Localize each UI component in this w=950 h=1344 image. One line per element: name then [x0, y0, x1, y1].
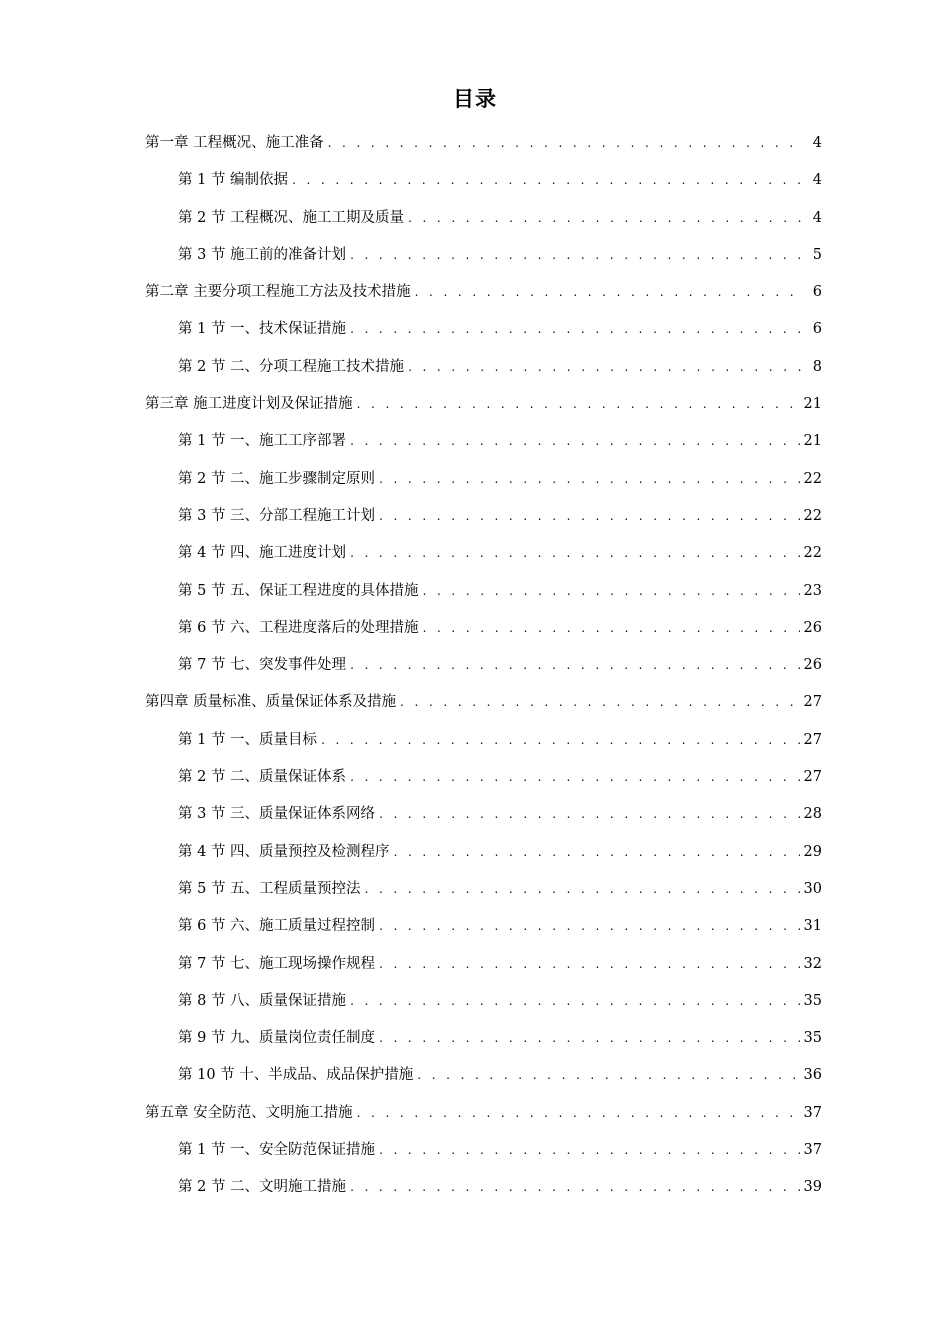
toc-section-entry[interactable] [145, 498, 822, 535]
toc-section-entry[interactable] [145, 461, 822, 498]
toc-section-entry[interactable] [145, 349, 822, 386]
toc-chapter-entry[interactable] [145, 125, 822, 162]
toc-page-number: 35 [803, 1030, 822, 1047]
toc-entry-label: 第 2 节 工程概况、施工工期及质量 [178, 209, 405, 226]
toc-dot-leader [379, 796, 799, 833]
toc-entry-label: 第五章 安全防范、文明施工措施 [145, 1104, 353, 1121]
toc-section-entry[interactable] [145, 200, 822, 237]
toc-entry-label: 第 2 节 二、文明施工措施 [178, 1179, 347, 1196]
toc-dot-leader [415, 274, 804, 311]
toc-dot-leader [379, 946, 799, 983]
toc-page-number: 28 [803, 806, 822, 823]
toc-dot-leader [394, 834, 800, 871]
toc-entry-label: 第 1 节 一、施工工序部署 [178, 433, 347, 450]
toc-entry-label: 第 6 节 六、施工质量过程控制 [178, 918, 376, 935]
toc-entry-label: 第二章 主要分项工程施工方法及技术措施 [145, 284, 411, 301]
toc-entry-label: 第 5 节 五、工程质量预控法 [178, 880, 361, 897]
toc-entry-label: 第 7 节 七、施工现场操作规程 [178, 955, 376, 972]
toc-page-number: 5 [812, 246, 822, 263]
toc-page-number: 27 [803, 769, 822, 786]
toc-page-number: 26 [803, 619, 822, 636]
toc-section-entry[interactable] [145, 796, 822, 833]
toc-page-number: 22 [803, 507, 822, 524]
toc-page-number: 4 [812, 135, 822, 151]
toc-chapter-entry[interactable] [145, 1095, 822, 1132]
toc-page-number: 6 [812, 284, 822, 301]
toc-dot-leader [292, 162, 804, 199]
toc-section-entry[interactable] [145, 573, 822, 610]
toc-page-number: 6 [812, 321, 822, 338]
toc-page-number: 30 [803, 880, 822, 897]
toc-section-entry[interactable] [145, 946, 822, 983]
toc-dot-leader [350, 983, 799, 1020]
toc-page-number: 22 [803, 470, 822, 487]
toc-entry-label: 第 4 节 四、质量预控及检测程序 [178, 843, 390, 860]
toc-page-number: 26 [803, 657, 822, 674]
toc-page-number: 8 [812, 358, 822, 375]
toc-section-entry[interactable] [145, 162, 822, 199]
toc-entry-label: 第 1 节 一、技术保证措施 [178, 321, 347, 338]
toc-section-entry[interactable] [145, 1020, 822, 1057]
toc-dot-leader [379, 498, 799, 535]
toc-page-number: 32 [803, 955, 822, 972]
toc-page-number: 27 [803, 694, 822, 711]
toc-section-entry[interactable] [145, 759, 822, 796]
toc-page-number: 35 [803, 992, 822, 1009]
toc-dot-leader [379, 461, 799, 498]
toc-page-number: 37 [803, 1142, 822, 1159]
toc-page-number: 21 [803, 396, 822, 413]
toc-entry-label: 第四章 质量标准、质量保证体系及措施 [145, 694, 397, 711]
toc-entry-label: 第 2 节 二、施工步骤制定原则 [178, 470, 376, 487]
toc-entry-label: 第 3 节 施工前的准备计划 [178, 246, 347, 263]
toc-dot-leader [379, 1020, 799, 1057]
toc-entry-label: 第 1 节 一、安全防范保证措施 [178, 1142, 376, 1159]
toc-dot-leader [365, 871, 800, 908]
toc-section-entry[interactable] [145, 871, 822, 908]
toc-entry-label: 第 9 节 九、质量岗位责任制度 [178, 1030, 376, 1047]
toc-section-entry[interactable] [145, 423, 822, 460]
toc-page-number: 31 [803, 918, 822, 935]
toc-chapter-entry[interactable] [145, 274, 822, 311]
toc-section-entry[interactable] [145, 1132, 822, 1169]
toc-page-number: 37 [803, 1104, 822, 1121]
toc-section-entry[interactable] [145, 722, 822, 759]
toc-section-entry[interactable] [145, 834, 822, 871]
toc-dot-leader [423, 610, 800, 647]
page-title: 目录 [453, 87, 497, 111]
table-of-contents [145, 125, 822, 1207]
toc-dot-leader [408, 200, 804, 237]
toc-entry-label: 第 2 节 二、质量保证体系 [178, 769, 347, 786]
toc-entry-label: 第 6 节 六、工程进度落后的处理措施 [178, 619, 419, 636]
toc-dot-leader [328, 125, 804, 162]
toc-entry-label: 第 3 节 三、分部工程施工计划 [178, 507, 376, 524]
toc-section-entry[interactable] [145, 983, 822, 1020]
toc-dot-leader [417, 1057, 799, 1094]
toc-section-entry[interactable] [145, 1169, 822, 1206]
toc-entry-label: 第 4 节 四、施工进度计划 [178, 545, 347, 562]
toc-chapter-entry[interactable] [145, 684, 822, 721]
toc-page-number: 36 [803, 1067, 822, 1084]
toc-entry-label: 第 1 节 一、质量目标 [178, 731, 318, 748]
toc-dot-leader [379, 1132, 799, 1169]
toc-entry-label: 第 5 节 五、保证工程进度的具体措施 [178, 582, 419, 599]
toc-dot-leader [350, 759, 799, 796]
toc-entry-label: 第三章 施工进度计划及保证措施 [145, 396, 353, 413]
toc-page-number: 4 [812, 209, 822, 226]
toc-section-entry[interactable] [145, 535, 822, 572]
toc-dot-leader [408, 349, 804, 386]
toc-section-entry[interactable] [145, 908, 822, 945]
toc-entry-label: 第一章 工程概况、施工准备 [145, 135, 324, 151]
toc-entry-label: 第 2 节 二、分项工程施工技术措施 [178, 358, 405, 375]
toc-page-number: 23 [803, 582, 822, 599]
toc-page-number: 21 [803, 433, 822, 450]
toc-dot-leader [400, 684, 799, 721]
toc-section-entry[interactable] [145, 647, 822, 684]
toc-dot-leader [350, 1169, 799, 1206]
toc-entry-label: 第 1 节 编制依据 [178, 172, 289, 189]
toc-dot-leader [321, 722, 799, 759]
toc-dot-leader [350, 647, 799, 684]
toc-dot-leader [350, 311, 804, 348]
toc-section-entry[interactable] [145, 311, 822, 348]
toc-dot-leader [357, 1095, 800, 1132]
toc-section-entry[interactable] [145, 610, 822, 647]
toc-section-entry[interactable] [145, 1057, 822, 1094]
toc-entry-label: 第 8 节 八、质量保证措施 [178, 992, 347, 1009]
toc-chapter-entry[interactable] [145, 386, 822, 423]
toc-section-entry[interactable] [145, 237, 822, 274]
toc-page-number: 27 [803, 731, 822, 748]
toc-page-number: 4 [812, 172, 822, 189]
toc-entry-label: 第 10 节 十、半成品、成品保护措施 [178, 1067, 414, 1084]
toc-entry-label: 第 7 节 七、突发事件处理 [178, 657, 347, 674]
toc-entry-label: 第 3 节 三、质量保证体系网络 [178, 806, 376, 823]
toc-dot-leader [350, 237, 804, 274]
toc-page-number: 22 [803, 545, 822, 562]
toc-page-number: 39 [803, 1179, 822, 1196]
toc-dot-leader [423, 573, 800, 610]
toc-dot-leader [379, 908, 799, 945]
toc-dot-leader [357, 386, 800, 423]
toc-dot-leader [350, 535, 799, 572]
toc-dot-leader [350, 423, 799, 460]
toc-page-number: 29 [803, 843, 822, 860]
